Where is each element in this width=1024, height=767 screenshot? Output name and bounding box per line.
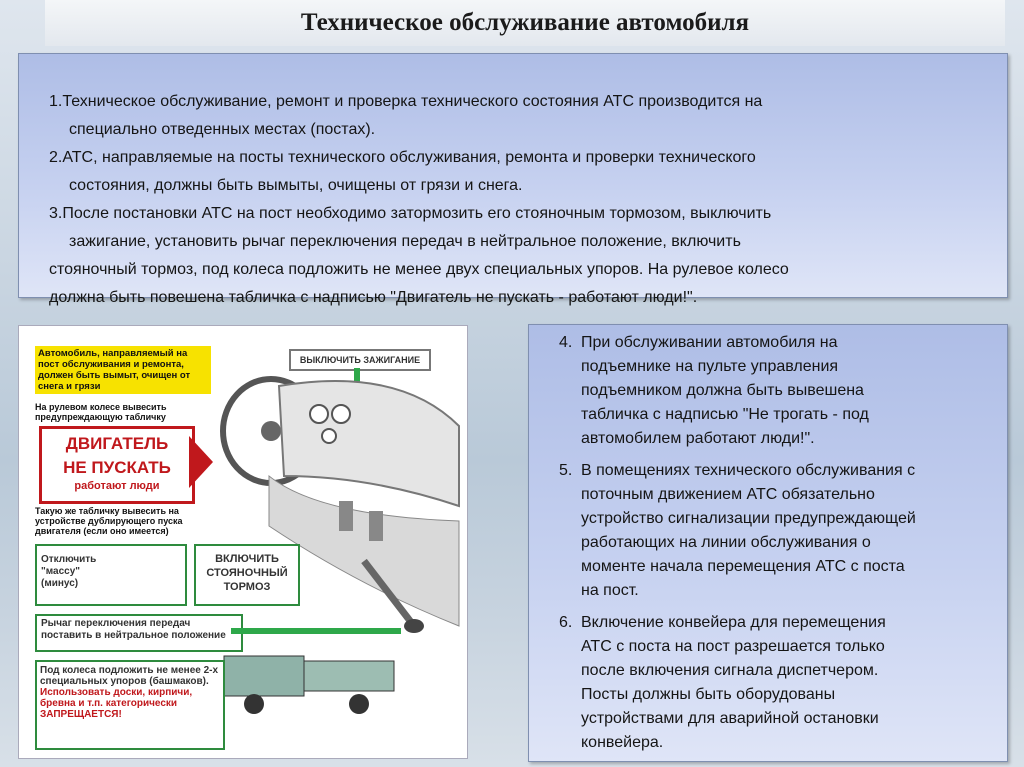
rule-3-line-2: зажигание, установить рычаг переключения передач в нейтральное положение, включить xyxy=(69,233,741,250)
duplicate-note: Такую же табличку вывесить на устройстве дублирующего пуска двигателя (если оно имеется) xyxy=(35,506,183,536)
rule-4-line: автомобилем работают люди!". xyxy=(581,430,815,447)
rule-4-line: табличка с надписью "Не трогать - под xyxy=(581,406,869,423)
rule-5-line: В помещениях технического обслуживания с xyxy=(581,462,916,479)
rule-5-line: устройство сигнализации предупреждающей xyxy=(581,510,916,527)
rule-4-number: 4. xyxy=(559,334,573,351)
gauge-3-icon xyxy=(322,429,336,443)
rule-6-line: АТС с поста на пост разрешается только xyxy=(581,638,885,655)
truck-wheel-icon xyxy=(349,694,369,714)
sign-line-2: НЕ ПУСКАТЬ xyxy=(63,458,171,477)
pedal-icon xyxy=(369,511,383,541)
rule-3-line-4: должна быть повешена табличка с надписью "Двигатель не пускать - работают люди!". xyxy=(49,289,698,306)
rule-4-line: При обслуживании автомобиля на xyxy=(581,334,838,351)
sign-line-3: работают люди xyxy=(74,480,160,492)
rule-5-line: работающих на линии обслуживания о xyxy=(581,534,871,551)
brake-box xyxy=(194,544,300,606)
dashboard-panel-icon xyxy=(279,381,459,506)
rule-6-number: 6. xyxy=(559,614,573,631)
forbidden-label: Использовать доски, кирпичи, бревна и т.п. категорически ЗАПРЕЩАЕТСЯ! xyxy=(40,687,193,720)
rule-3-line-3: стояночный тормоз, под колеса подложить не менее двух специальных упоров. На рулевое колесо xyxy=(49,261,789,278)
rule-4-line: подъемнике на пульте управления xyxy=(581,358,839,375)
rule-1-line-1: 1.Техническое обслуживание, ремонт и проверка технического состояния АТС производится на xyxy=(49,93,763,110)
chocks-label: Под колеса подложить не менее 2-х специальных упоров (башмаков). xyxy=(40,665,219,687)
truck-cab-icon xyxy=(224,656,304,696)
rule-4-line: подъемником должна быть вывешена xyxy=(581,382,864,399)
rule-6-line: конвейера. xyxy=(581,734,664,751)
rule-2-line-2: состояния, должны быть вымыты, очищены от грязи и снега. xyxy=(69,177,523,194)
green-arrow-gear-icon xyxy=(231,628,401,634)
rule-6-line: устройствами для аварийной остановки xyxy=(581,710,879,727)
rule-5-line: моменте начала перемещения АТС с поста xyxy=(581,558,905,575)
rule-2-line-1: 2.АТС, направляемые на посты технического обслуживания, ремонта и проверки технического xyxy=(49,149,756,166)
wheel-note: На рулевом колесе вывесить предупреждающую табличку xyxy=(35,402,167,422)
gear-knob-icon xyxy=(404,619,424,633)
brake-label: ВКЛЮЧИТЬ СТОЯНОЧНЫЙ ТОРМОЗ xyxy=(206,553,288,593)
chocks-box xyxy=(35,660,225,750)
gauge-2-icon xyxy=(332,405,350,423)
gauge-1-icon xyxy=(310,405,328,423)
page-title: Техническое обслуживание автомобиля xyxy=(300,9,750,36)
rule-3-line-1: 3.После постановки АТС на пост необходимо затормозить его стояночным тормозом, выключить xyxy=(49,205,772,222)
sign-line-1: ДВИГАТЕЛЬ xyxy=(65,434,169,453)
wash-note: Автомобиль, направляемый на пост обслуживания и ремонта, должен быть вымыт, очищен от снега и грязи xyxy=(35,346,211,394)
rules-block-top xyxy=(18,53,1008,306)
rule-5 xyxy=(559,459,1001,603)
title-bar xyxy=(45,0,1005,46)
pedal-icon xyxy=(339,501,353,531)
gear-box xyxy=(35,614,243,652)
truck-body-icon xyxy=(304,661,394,691)
rule-6-line: Включение конвейера для перемещения xyxy=(581,614,886,631)
rule-5-line: на пост. xyxy=(581,582,639,599)
rules-block-right xyxy=(528,324,1008,762)
rule-6 xyxy=(559,611,1001,755)
rule-6-line: Посты должны быть оборудованы xyxy=(581,686,836,703)
mass-box xyxy=(35,544,187,606)
ignition-label: ВЫКЛЮЧИТЬ ЗАЖИГАНИЕ xyxy=(289,349,431,371)
truck-wheel-icon xyxy=(244,694,264,714)
mass-label: Отключить "массу" (минус) xyxy=(41,554,97,589)
steering-hub-icon xyxy=(261,421,281,441)
rule-1-line-2: специально отведенных местах (постах). xyxy=(69,121,376,138)
rule-5-line: поточным движением АТС обязательно xyxy=(581,486,875,503)
rule-4 xyxy=(559,331,1001,451)
safety-illustration xyxy=(18,325,468,759)
gear-label: Рычаг переключения передач поставить в нейтральное положение xyxy=(41,618,226,641)
rule-5-number: 5. xyxy=(559,462,573,479)
rule-6-line: после включения сигнала диспетчером. xyxy=(581,662,879,679)
